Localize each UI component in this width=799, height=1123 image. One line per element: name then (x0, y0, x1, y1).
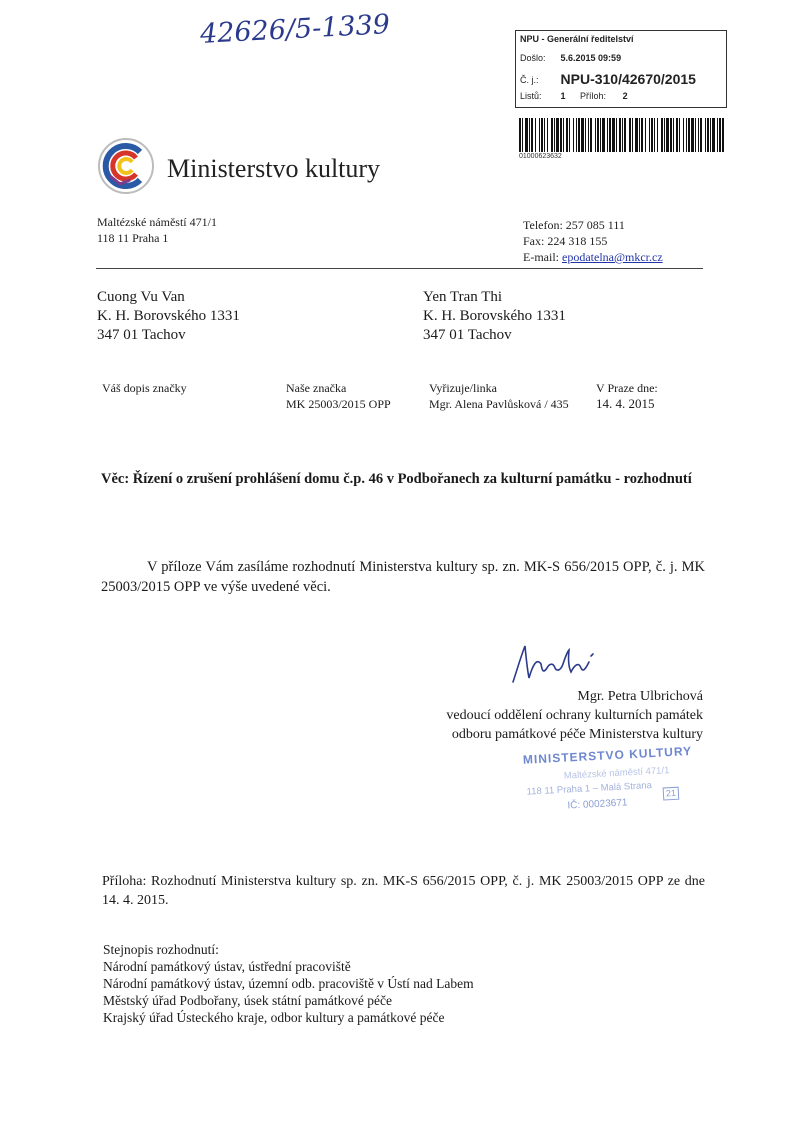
receipt-stamp (515, 30, 727, 108)
recipient-city: 347 01 Tachov (97, 327, 186, 343)
stamp-title: NPU - Generální ředitelství (520, 34, 634, 44)
handwritten-reference: 42626/5-1339 (199, 9, 391, 50)
copies-list (103, 941, 474, 1026)
sender-street: Maltézské náměstí 471/1 (97, 215, 217, 229)
handled-by (429, 380, 569, 412)
recipient-name: Yen Tran Thi (423, 289, 503, 305)
list-item: Krajský úřad Ústeckého kraje, odbor kultury a památkové péče (103, 1010, 445, 1025)
our-ref-label: Naše značka (286, 381, 347, 395)
stamp-ref-row (520, 70, 696, 86)
signatory-block (400, 687, 703, 744)
signatory-title-line2: odboru památkové péče Ministerstva kultury (451, 727, 703, 742)
ministry-stamp (518, 737, 711, 817)
phone: Telefon: 257 085 111 (523, 218, 625, 232)
stamp-line-3: 118 11 Praha 1 – Malá Strana (526, 780, 653, 798)
email-label: E-mail: (523, 250, 562, 264)
pages-value: 1 (560, 91, 566, 101)
recipient-address (423, 288, 566, 345)
handwritten-signature (505, 642, 605, 686)
attachment-note: Příloha: Rozhodnutí Ministerstva kultury sp. zn. MK-S 656/2015 OPP, č. j. MK 25003/2015 OPP ze dne 14. 4. 2015. (102, 874, 705, 908)
recipient-address (97, 288, 240, 345)
your-letter-label: Váš dopis značky (102, 381, 187, 395)
signatory-title-line1: vedoucí oddělení ochrany kulturních památek (446, 708, 703, 723)
stamp-number: 21 (663, 787, 680, 801)
recipient-city: 347 01 Tachov (423, 327, 512, 343)
recipient-street: K. H. Borovského 1331 (97, 308, 240, 324)
our-ref (286, 380, 391, 412)
barcode-number: 01000623632 (519, 153, 562, 160)
list-item: Národní památkový ústav, ústřední pracoviště (103, 959, 351, 974)
attachments-label: Příloh: (580, 91, 607, 101)
header-divider (96, 268, 703, 269)
body-paragraph: V příloze Vám zasíláme rozhodnutí Ministerstva kultury sp. zn. MK-S 656/2015 OPP, č. j. MK 25003/2015 OPP ve výše uvedené věci. (101, 559, 705, 595)
stamp-line-1: MINISTERSTVO KULTURY (522, 743, 693, 767)
email-row (523, 249, 663, 265)
contact-info (523, 217, 663, 265)
recipient-name: Cuong Vu Van (97, 289, 185, 305)
stamp-line-4: IČ: 00023671 (567, 797, 628, 812)
sender-address (97, 214, 217, 246)
signatory-name: Mgr. Petra Ulbrichová (577, 689, 703, 704)
ref-label: Č. j.: (520, 75, 539, 85)
our-ref-value: MK 25003/2015 OPP (286, 397, 391, 411)
stamp-line-2: Maltézské náměstí 471/1 (563, 765, 670, 782)
ref-number: NPU-310/42670/2015 (560, 71, 696, 87)
date-value: 14. 4. 2015 (596, 396, 655, 411)
recipient-street: K. H. Borovského 1331 (423, 308, 566, 324)
received-label: Došlo: (520, 53, 546, 63)
attachments-value: 2 (622, 91, 628, 101)
subject-line: Věc: Řízení o zrušení prohlášení domu č.p. 46 v Podbořanech za kulturní památku - rozhodnutí (101, 471, 692, 487)
sender-city: 118 11 Praha 1 (97, 231, 169, 245)
barcode-icon (519, 118, 724, 152)
stamp-pages-row (520, 91, 640, 101)
stamp-received-row (520, 53, 621, 63)
ministry-logo-icon (96, 136, 156, 196)
copies-title: Stejnopis rozhodnutí: (103, 942, 219, 957)
your-letter-ref (102, 380, 187, 396)
list-item: Národní památkový ústav, územní odb. pracoviště v Ústí nad Labem (103, 976, 474, 991)
handled-by-value: Mgr. Alena Pavlůsková / 435 (429, 397, 569, 411)
list-item: Městský úřad Podbořany, úsek státní památkové péče (103, 993, 392, 1008)
fax: Fax: 224 318 155 (523, 234, 608, 248)
date-block (596, 380, 658, 412)
handled-by-label: Vyřizuje/linka (429, 381, 497, 395)
date-label: V Praze dne: (596, 381, 658, 395)
ministry-name: Ministerstvo kultury (167, 154, 381, 183)
received-date: 5.6.2015 09:59 (560, 53, 622, 63)
pages-label: Listů: (520, 91, 542, 101)
email-link[interactable]: epodatelna@mkcr.cz (562, 250, 663, 264)
